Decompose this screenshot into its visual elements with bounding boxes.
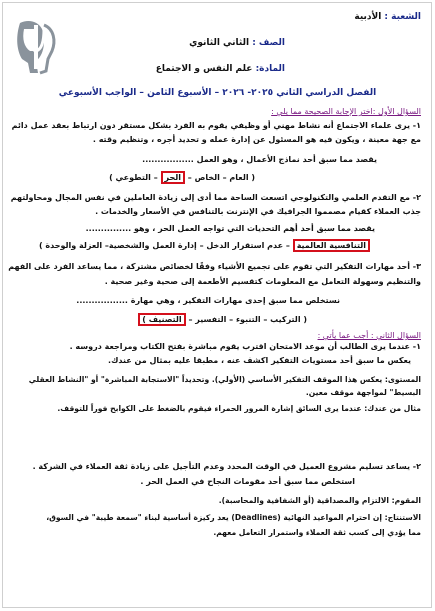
branch-value: الأدبية bbox=[354, 12, 382, 22]
q1-option-b: – التطوعي ) bbox=[109, 173, 158, 182]
psychology-logo-icon bbox=[14, 15, 58, 83]
q3-line1: ٣- أحد مهارات التفكير التي تقوم على تجميع الأشياء وفقًا لخصائص مشتركة ، مما يساعد الفرد على الفهم bbox=[8, 262, 421, 271]
q1-line2: مع جهة معينة ، ويكون فيه هو المسئول عن إدارة عمله و تحديد أجره ، وتنظيم وقته . bbox=[92, 135, 421, 144]
q1-line1: ١- يرى علماء الاجتماع أنه نشاط مهني أو وظيفي يقوم به الفرد بشكل مستقر دون ارتباط بعقد عمل دائم bbox=[11, 121, 421, 130]
q1-answer-box: الحر bbox=[161, 171, 186, 184]
s2q1-question: يعكس ما سبق أحد مستويات التفكير اكشف عنه ، مطبقا عليه بمثال من عندك. bbox=[108, 356, 411, 365]
subject-value: علم النفس و الاجتماع bbox=[155, 64, 253, 74]
q2-answer-box: التنافسية العالمية bbox=[293, 239, 370, 252]
s2q1-answer-level: المستوى: يعكس هذا الموقف التفكير الأساسي (الأولي). وتحديداً "الاستجابة المباشرة" أو "النشاط العقلي bbox=[28, 375, 421, 384]
q2-options bbox=[39, 241, 370, 251]
grade bbox=[189, 38, 285, 49]
s2q2-question: استخلص مما سبق أحد مقومات النجاح في العمل الحر . bbox=[140, 477, 355, 486]
q1-options bbox=[109, 173, 255, 183]
q3-prompt: نستخلص مما سبق إحدى مهارات التفكير ، وهي مهارة ................. bbox=[76, 296, 340, 305]
s2q2-line1: ٢- يساعد تسليم مشروع العميل في الوقت المحدد وعدم التأجيل على زيادة ثقة العملاء في الشركة . bbox=[32, 462, 421, 471]
q2-line2: جذب العملاء كقيام مصمموا الجرافيك في الإنترنت بالتنافس في الأسعار والخدمات . bbox=[95, 207, 421, 216]
s2q1-answer-level-2: البسيط" لمواجهة موقف معين. bbox=[305, 388, 421, 397]
grade-value: الثاني الثانوي bbox=[189, 38, 250, 48]
grade-label: الصف : bbox=[252, 38, 285, 48]
q2-prompt: يقصد مما سبق أحد أهم التحديات التي تواجه العمل الحر ، وهو ............... bbox=[85, 224, 375, 233]
q3-line2: والتنظيم وسهولة التعامل مع المعلومات كتقسيم الأطعمة إلى صحية وغير صحية . bbox=[104, 277, 421, 286]
q3-answer-box: التصنيف ) bbox=[138, 313, 185, 326]
s2q2-answer-conclusion-1: الاستنتاج: إن احترام المواعيد النهائية (Deadlines) يعد ركيزة أساسية لبناء "سمعة طيبة" في السوق، bbox=[46, 513, 421, 522]
q1-option-a: ( العام – الخاص – bbox=[187, 173, 255, 182]
section1-title: السؤال الأول :اختر الإجابة الصحيحة مما يلي : bbox=[271, 107, 421, 116]
q3-options bbox=[138, 315, 307, 325]
q1-prompt: يقصد مما سبق أحد نماذج الأعمال ، وهو العمل ................. bbox=[142, 155, 377, 164]
section2-title: السؤال الثاني : أجب عما يأتي : bbox=[317, 331, 421, 340]
subject-label: المادة: bbox=[255, 64, 285, 74]
s2q2-answer-conclusion-2: مما يؤدي إلى كسب ثقة العملاء واستمرار التعامل معهم. bbox=[213, 528, 421, 537]
subject bbox=[156, 64, 285, 75]
s2q1-answer-example: مثال من عندك: عندما يرى السائق إشارة المرور الحمراء فيقوم بالضغط على الكوابح فوراً للتوقف. bbox=[57, 404, 421, 413]
s2q1-line1: ١- عندما يرى الطالب أن موعد الامتحان اقترب يقوم مباشرة بفتح الكتاب ومراجعة دروسه . bbox=[69, 342, 421, 351]
q2-options-text: – عدم استقرار الدخل – إدارة العمل والشخصية– العزلة والوحدة ) bbox=[38, 241, 290, 250]
branch-label: الشعبة : bbox=[384, 12, 421, 22]
page-title: الفصل الدراسي الثاني ٢٠٢٥- ٢٠٢٦ – الأسبوع الثامن – الواجب الأسبوعي bbox=[58, 88, 377, 98]
s2q2-answer-pillar: المقوم: الالتزام والمصداقية (أو الشفافية والمحاسبة). bbox=[218, 496, 421, 505]
branch bbox=[354, 12, 421, 23]
q3-options-text: ( التركيب – التنبوء – التفسير – bbox=[188, 315, 307, 324]
q2-line1: ٢- مع التقدم العلمي والتكنولوجي اتسعت الساحة مما أدى إلى زيادة العاملين في نفس المجال ومحاولتهم bbox=[10, 193, 421, 202]
